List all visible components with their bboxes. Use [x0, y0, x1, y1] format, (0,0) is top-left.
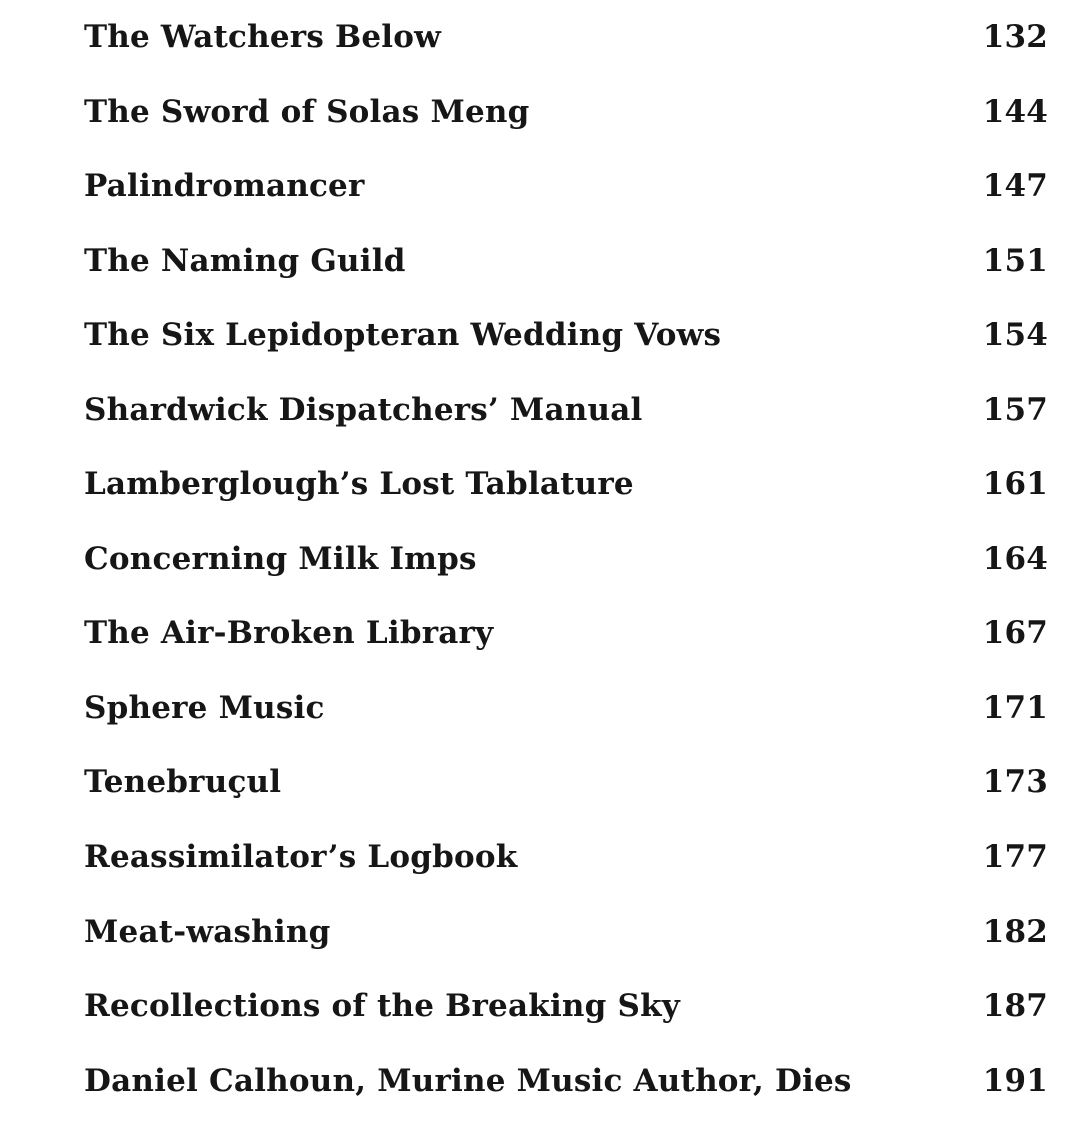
toc-entry-page: 147: [982, 167, 1048, 204]
toc-entry-page: 132: [982, 18, 1048, 55]
toc-entry-page: 164: [982, 540, 1048, 577]
toc-entry-page: 191: [982, 1062, 1048, 1099]
toc-entry-title: Meat-washing: [84, 913, 331, 950]
toc-entry-page: 187: [982, 987, 1048, 1024]
toc-entry-page: 171: [982, 689, 1048, 726]
toc-entry-page: 157: [982, 391, 1048, 428]
toc-entry-page: 167: [982, 614, 1048, 651]
toc-entry[interactable]: [84, 7, 1048, 67]
toc-entry[interactable]: [84, 529, 1048, 589]
toc-entry-page: 154: [982, 316, 1048, 353]
toc-entry[interactable]: [84, 156, 1048, 216]
toc-entry[interactable]: [84, 827, 1048, 887]
toc-entry-title: Sphere Music: [84, 689, 325, 726]
toc-entry-title: Reassimilator’s Logbook: [84, 838, 518, 875]
toc-entry-title: Palindromancer: [84, 167, 365, 204]
toc-entry[interactable]: [84, 380, 1048, 440]
toc-entry-title: The Sword of Solas Meng: [84, 93, 530, 130]
toc-entry[interactable]: [84, 678, 1048, 738]
toc-entry-title: The Six Lepidopteran Wedding Vows: [84, 316, 722, 353]
toc-entry-title: Shardwick Dispatchers’ Manual: [84, 391, 643, 428]
toc-entry-title: Lamberglough’s Lost Tablature: [84, 465, 634, 502]
toc-entry-title: Tenebruçul: [84, 763, 282, 800]
toc-entry-page: 161: [982, 465, 1048, 502]
toc-entry[interactable]: [84, 305, 1048, 365]
toc-entry[interactable]: [84, 82, 1048, 142]
toc-entry[interactable]: [84, 1051, 1048, 1111]
toc-entry-title: The Naming Guild: [84, 242, 406, 279]
toc-entry-title: The Air-Broken Library: [84, 614, 494, 651]
toc-entry[interactable]: [84, 231, 1048, 291]
toc-entry[interactable]: [84, 976, 1048, 1036]
toc-entry-title: Daniel Calhoun, Murine Music Author, Dies: [84, 1062, 852, 1099]
toc-entry-page: 173: [982, 763, 1048, 800]
toc-entry-title: Recollections of the Breaking Sky: [84, 987, 681, 1024]
toc-entry-page: 182: [982, 913, 1048, 950]
toc-entry[interactable]: [84, 603, 1048, 663]
toc-entry[interactable]: [84, 752, 1048, 812]
toc-entry-page: 177: [982, 838, 1048, 875]
toc-entry-title: The Watchers Below: [84, 18, 442, 55]
toc-entry-page: 151: [982, 242, 1048, 279]
toc-entry[interactable]: [84, 902, 1048, 962]
toc-entry-title: Concerning Milk Imps: [84, 540, 477, 577]
table-of-contents: [84, 0, 1048, 1139]
toc-entry-page: 144: [982, 93, 1048, 130]
toc-entry[interactable]: [84, 454, 1048, 514]
